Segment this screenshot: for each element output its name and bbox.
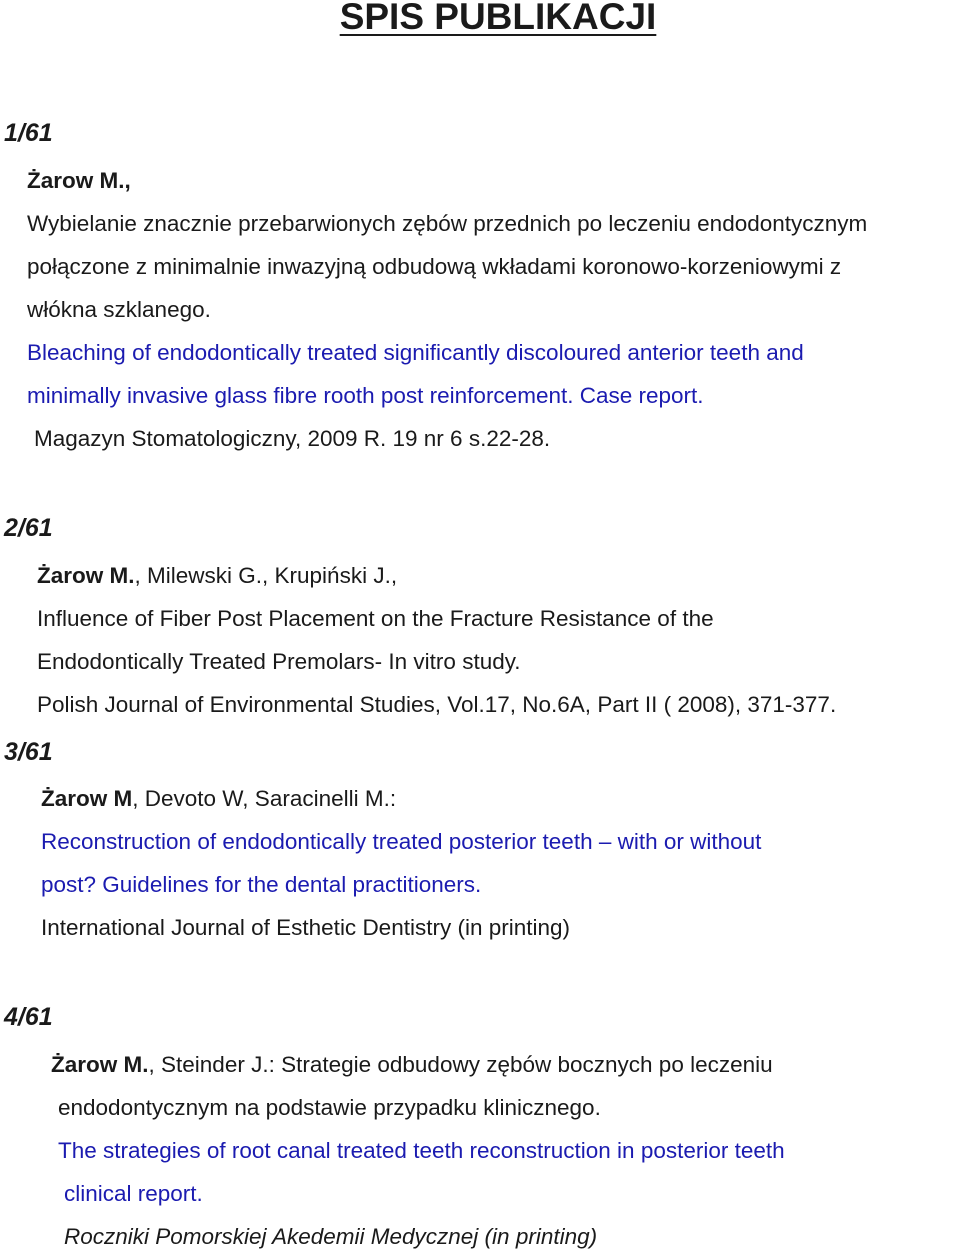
publication-number: 4/61: [4, 1003, 53, 1031]
journal-reference: Magazyn Stomatologiczny, 2009 R. 19 nr 6 s.22-28.: [34, 426, 551, 451]
lead-author: Żarow M.: [51, 1052, 149, 1077]
journal-reference: Polish Journal of Environmental Studies, Vol.17, No.6A, Part II ( 2008), 371-377.: [37, 692, 837, 717]
journal-reference: International Journal of Esthetic Dentistry (in printing): [41, 915, 571, 940]
polish-title-line: endodontycznym na podstawie przypadku klinicznego.: [58, 1095, 601, 1120]
title-line: Influence of Fiber Post Placement on the Fracture Resistance of the: [37, 606, 714, 631]
journal-reference: Roczniki Pomorskiej Akedemii Medycznej (in printing): [64, 1224, 598, 1249]
publication-authors: [41, 785, 396, 813]
english-title-line: clinical report.: [64, 1181, 203, 1206]
english-title-line: Bleaching of endodontically treated significantly discoloured anterior teeth and: [27, 340, 804, 365]
publication-number: 1/61: [4, 119, 53, 147]
english-title-line: The strategies of root canal treated teeth reconstruction in posterior teeth: [58, 1138, 785, 1163]
publication-number: 2/61: [4, 514, 53, 542]
co-authors: , Devoto W, Saracinelli M.:: [132, 786, 397, 811]
polish-title-line: włókna szklanego.: [27, 297, 211, 322]
publication-number: 3/61: [4, 738, 53, 766]
english-title-line: minimally invasive glass fibre rooth post reinforcement. Case report.: [27, 383, 704, 408]
english-title-line: Reconstruction of endodontically treated posterior teeth – with or without: [41, 829, 762, 854]
polish-title-line: Wybielanie znacznie przebarwionych zębów przednich po leczeniu endodontycznym: [27, 211, 868, 236]
publication-authors: [51, 1051, 773, 1079]
title-line: Endodontically Treated Premolars- In vitro study.: [37, 649, 521, 674]
polish-title-line: połączone z minimalnie inwazyjną odbudową wkładami koronowo-korzeniowymi z: [27, 254, 842, 279]
lead-author: Żarow M: [41, 786, 133, 811]
co-authors: , Steinder J.: Strategie odbudowy zębów bocznych po leczeniu: [148, 1052, 773, 1077]
lead-author: Żarow M.: [37, 563, 135, 588]
english-title-line: post? Guidelines for the dental practitioners.: [41, 872, 482, 897]
page-title: SPIS PUBLIKACJI: [339, 0, 657, 37]
publication-authors: [37, 562, 397, 590]
publication-authors: Żarow M.,: [27, 168, 131, 193]
co-authors: , Milewski G., Krupiński J.,: [134, 563, 398, 588]
